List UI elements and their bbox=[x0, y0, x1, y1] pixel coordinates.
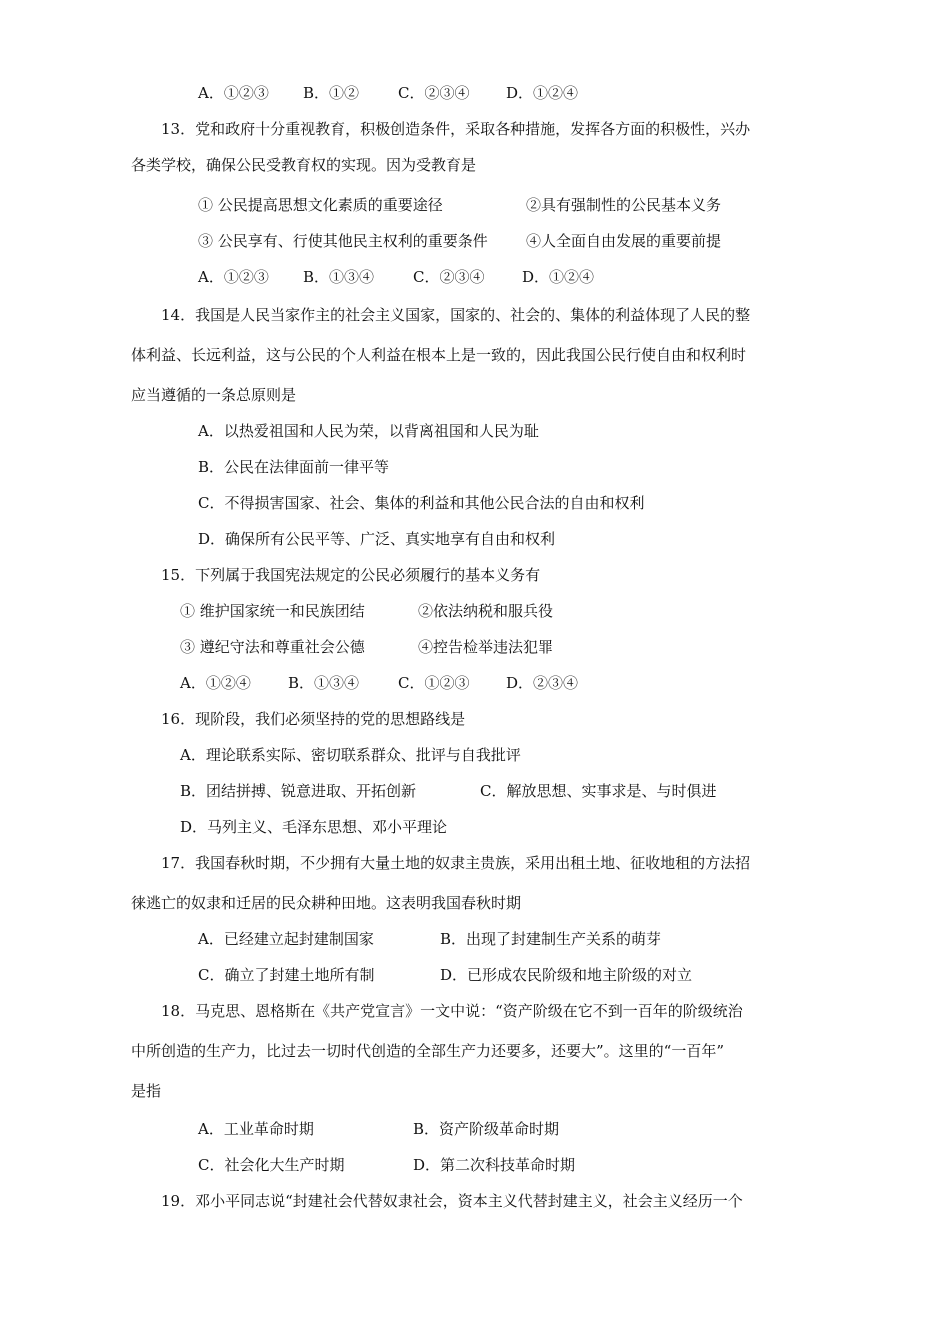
q16-option-d: D．马列主义、毛泽东思想、邓小平理论 bbox=[180, 818, 448, 836]
q18-option-c: C．社会化大生产时期 bbox=[198, 1156, 345, 1174]
q13-option-b: B．①③④ bbox=[303, 268, 375, 286]
q13-stem-line: 各类学校，确保公民受教育权的实现。因为受教育是 bbox=[131, 156, 477, 174]
q18-stem-line: 中所创造的生产力，比过去一切时代创造的全部生产力还要多，还要大”。这里的“一百年” bbox=[131, 1042, 725, 1060]
q18-stem-line: 18．马克思、恩格斯在《共产党宣言》一文中说：“资产阶级在它不到一百年的阶级统治 bbox=[161, 1002, 743, 1020]
q18-stem-line: 是指 bbox=[131, 1082, 162, 1100]
q15-item-2: ②依法纳税和服兵役 bbox=[418, 602, 554, 620]
q18-option-b: B．资产阶级革命时期 bbox=[413, 1120, 560, 1138]
q13-option-c: C．②③④ bbox=[413, 268, 485, 286]
q15-item-4: ④控告检举违法犯罪 bbox=[418, 638, 554, 656]
q12-option-a: A．①②③ bbox=[198, 84, 269, 102]
q17-option-a: A．已经建立起封建制国家 bbox=[198, 930, 374, 948]
q14-option-a: A．以热爱祖国和人民为荣，以背离祖国和人民为耻 bbox=[198, 422, 539, 440]
q14-option-d: D．确保所有公民平等、广泛、真实地享有自由和权利 bbox=[198, 530, 556, 548]
q17-option-d: D．已形成农民阶级和地主阶级的对立 bbox=[440, 966, 693, 984]
q13-option-d: D．①②④ bbox=[522, 268, 595, 286]
q13-item-4: ④人全面自由发展的重要前提 bbox=[526, 232, 722, 250]
q15-stem-line: 15．下列属于我国宪法规定的公民必须履行的基本义务有 bbox=[161, 566, 541, 584]
q16-option-b: B．团结拼搏、锐意进取、开拓创新 bbox=[180, 782, 417, 800]
q19-stem-line: 19．邓小平同志说“封建社会代替奴隶社会，资本主义代替封建主义，社会主义经历一个 bbox=[161, 1192, 743, 1210]
q17-stem-line: 17．我国春秋时期，不少拥有大量土地的奴隶主贵族，采用出租土地、征收地租的方法招 bbox=[161, 854, 751, 872]
q15-item-1: ① 维护国家统一和民族团结 bbox=[180, 602, 365, 620]
q15-option-d: D．②③④ bbox=[506, 674, 579, 692]
q14-stem-line: 14．我国是人民当家作主的社会主义国家，国家的、社会的、集体的利益体现了人民的整 bbox=[161, 306, 751, 324]
q17-stem-line: 徕逃亡的奴隶和迁居的民众耕种田地。这表明我国春秋时期 bbox=[131, 894, 522, 912]
q12-option-c: C．②③④ bbox=[398, 84, 470, 102]
q13-item-1: ① 公民提高思想文化素质的重要途径 bbox=[198, 196, 443, 214]
q15-item-3: ③ 遵纪守法和尊重社会公德 bbox=[180, 638, 365, 656]
q13-item-3: ③ 公民享有、行使其他民主权利的重要条件 bbox=[198, 232, 488, 250]
q13-item-2: ②具有强制性的公民基本义务 bbox=[526, 196, 722, 214]
q14-stem-line: 应当遵循的一条总原则是 bbox=[131, 386, 297, 404]
q18-option-d: D．第二次科技革命时期 bbox=[413, 1156, 576, 1174]
q17-option-b: B．出现了封建制生产关系的萌芽 bbox=[440, 930, 662, 948]
q14-option-b: B．公民在法律面前一律平等 bbox=[198, 458, 390, 476]
q16-option-a: A．理论联系实际、密切联系群众、批评与自我批评 bbox=[180, 746, 521, 764]
q17-option-c: C．确立了封建土地所有制 bbox=[198, 966, 375, 984]
q12-option-d: D．①②④ bbox=[506, 84, 579, 102]
q15-option-c: C．①②③ bbox=[398, 674, 470, 692]
q16-option-c: C．解放思想、实事求是、与时俱进 bbox=[480, 782, 717, 800]
q12-option-b: B．①② bbox=[303, 84, 360, 102]
q15-option-b: B．①③④ bbox=[288, 674, 360, 692]
q13-stem-line: 13．党和政府十分重视教育，积极创造条件，采取各种措施，发挥各方面的积极性，兴办 bbox=[161, 120, 751, 138]
q13-option-a: A．①②③ bbox=[198, 268, 269, 286]
q15-option-a: A．①②④ bbox=[180, 674, 251, 692]
q18-option-a: A．工业革命时期 bbox=[198, 1120, 314, 1138]
q16-stem-line: 16．现阶段，我们必须坚持的党的思想路线是 bbox=[161, 710, 466, 728]
q14-stem-line: 体利益、长远利益，这与公民的个人利益在根本上是一致的，因此我国公民行使自由和权利时 bbox=[131, 346, 747, 364]
q14-option-c: C．不得损害国家、社会、集体的利益和其他公民合法的自由和权利 bbox=[198, 494, 645, 512]
